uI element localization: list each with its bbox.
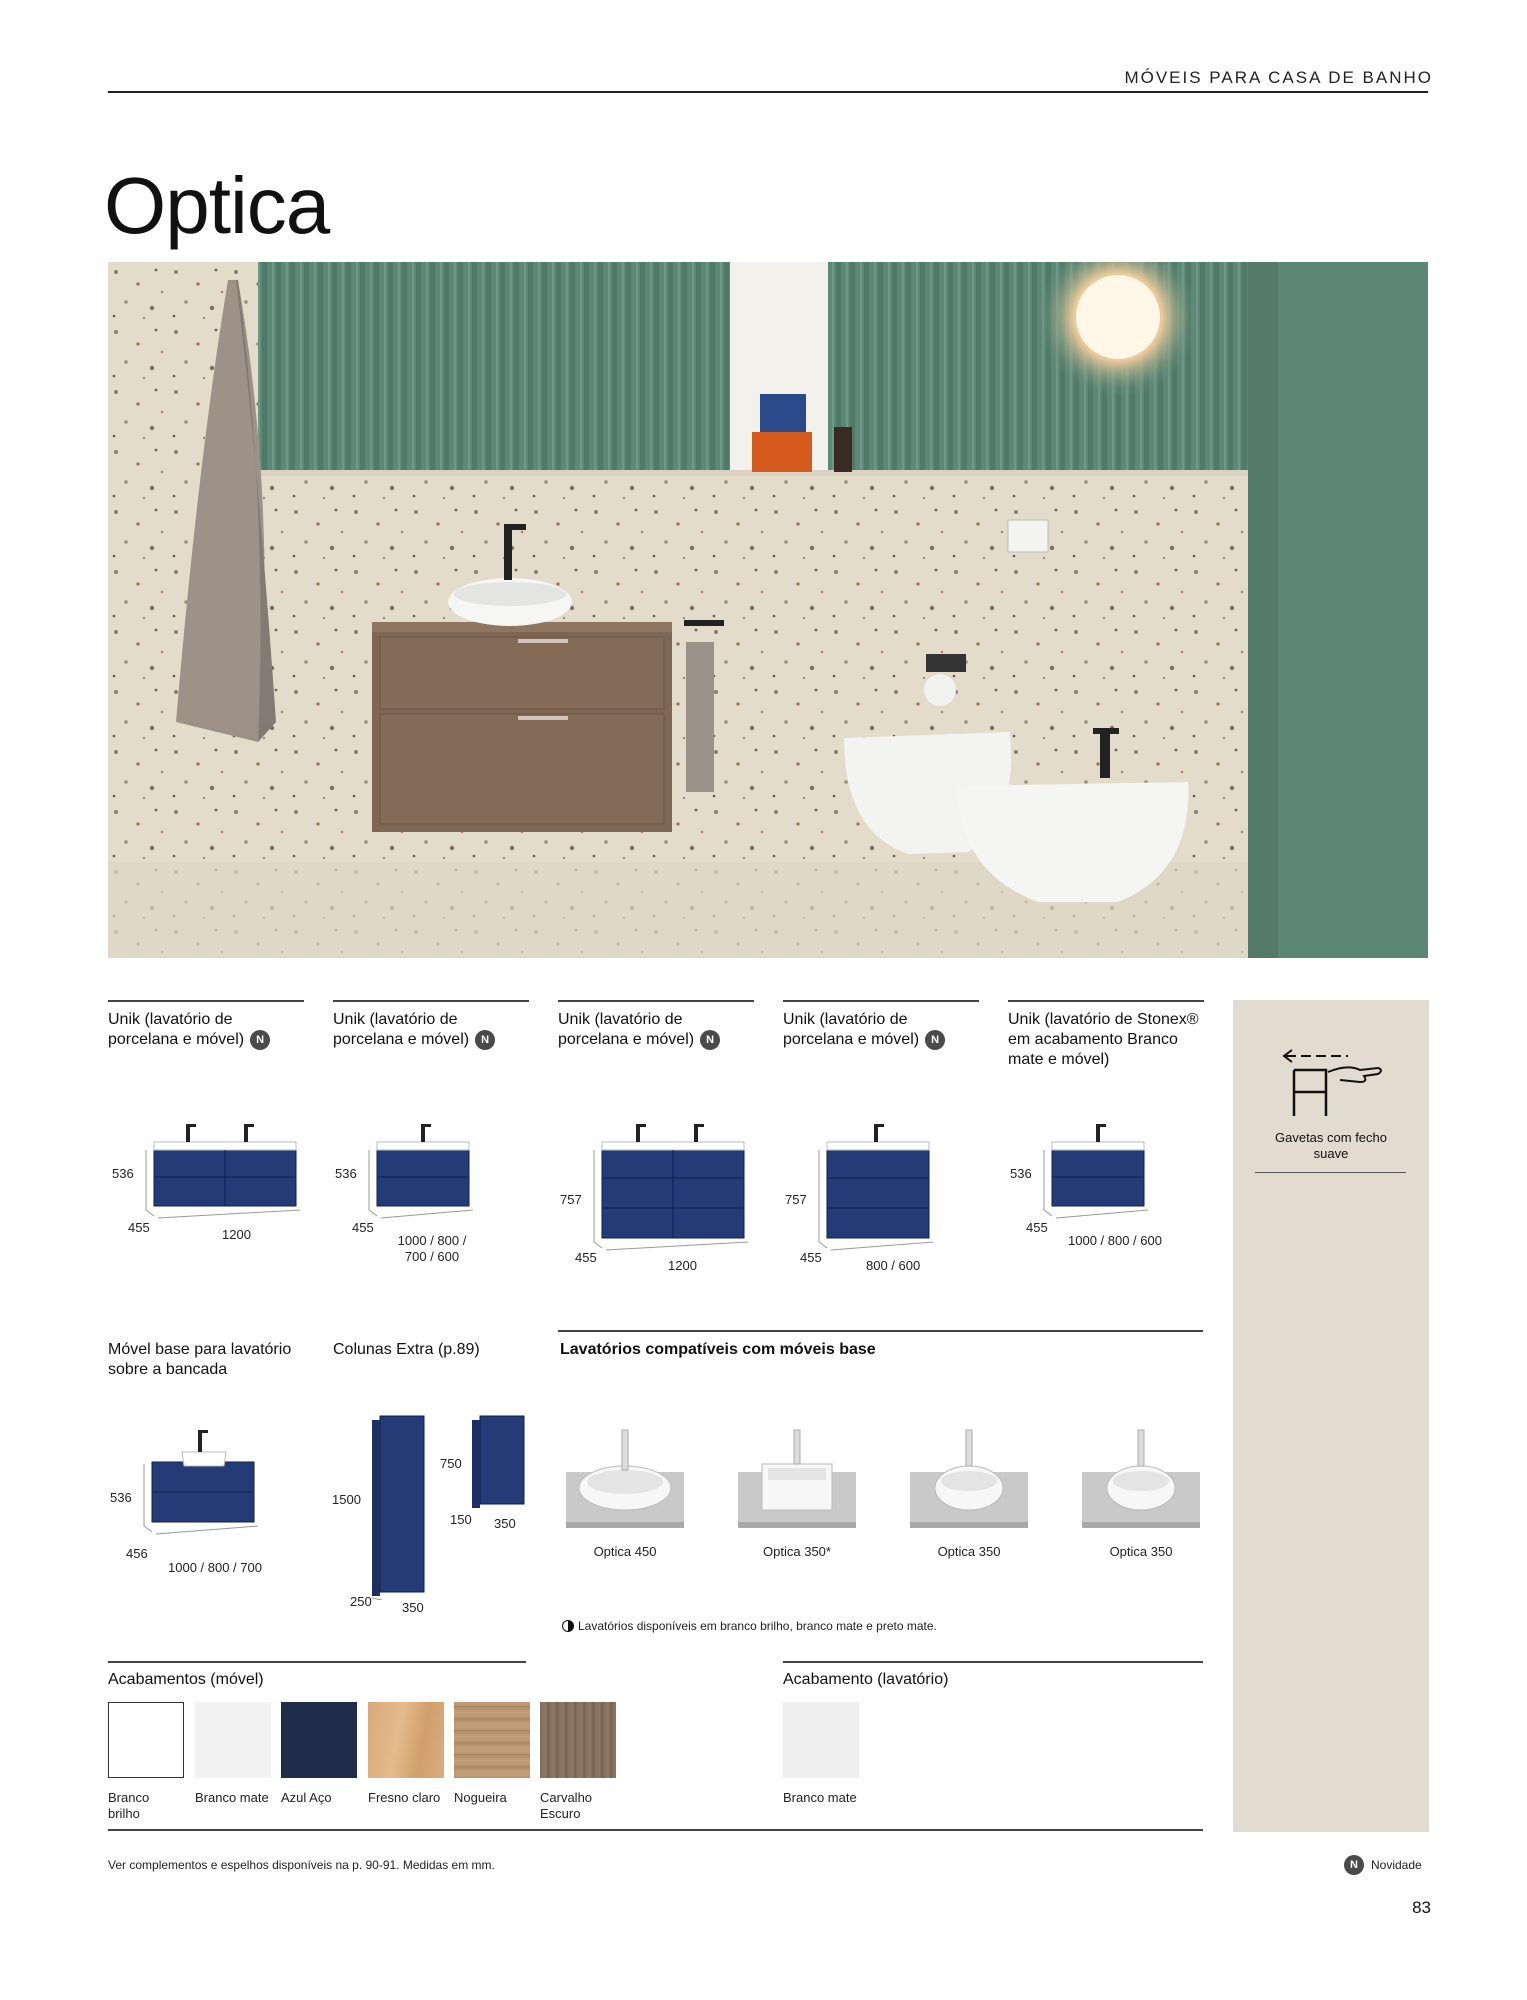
header-rule [108, 91, 1428, 93]
product-drawing-3 [588, 1120, 758, 1260]
product-title-1: Unik (lavatório de porcelana e móvel) N [108, 1010, 298, 1050]
product-4-depth: 455 [800, 1250, 822, 1265]
product-3-width: 1200 [668, 1258, 697, 1273]
new-badge: N [700, 1030, 720, 1050]
product-2-height: 536 [335, 1166, 357, 1181]
swatch-label-6: Carvalho Escuro [540, 1790, 593, 1821]
footer-rule [108, 1829, 1203, 1831]
product-3-height: 757 [560, 1192, 582, 1207]
page-title: Optica [104, 161, 330, 250]
product-title-3: Unik (lavatório de porcelana e móvel) N [558, 1010, 748, 1050]
swatch-label-3: Azul Aço [281, 1790, 332, 1805]
product-2-width: 1000 / 800 / 700 / 600 [397, 1233, 467, 1264]
section-label: MÓVEIS PARA CASA DE BANHO [1124, 68, 1433, 87]
short-column-drawing [470, 1412, 530, 1512]
product-title-2: Unik (lavatório de porcelana e móvel) N [333, 1010, 523, 1050]
tall-column-depth: 250 [350, 1594, 372, 1609]
basin-drawing-2 [730, 1426, 864, 1536]
basin-drawing-3 [902, 1426, 1036, 1536]
swatch-azul-aco [281, 1702, 357, 1778]
basin-caption-2: Optica 350* [763, 1544, 831, 1559]
product-5-width: 1000 / 800 / 600 [1068, 1233, 1162, 1248]
basin-drawing-1 [558, 1426, 692, 1536]
product-1-height: 536 [112, 1166, 134, 1181]
product-drawing-1 [140, 1120, 310, 1230]
product-drawing-5 [1040, 1120, 1160, 1230]
swatch-label-5: Nogueira [454, 1790, 507, 1805]
new-badge: N [475, 1030, 495, 1050]
swatch-carvalho-escuro [540, 1702, 616, 1778]
product-title-4: Unik (lavatório de porcelana e móvel) N [783, 1010, 973, 1050]
product-5-depth: 455 [1026, 1220, 1048, 1235]
basins-note: Lavatórios disponíveis em branco brilho, branco mate e preto mate. [578, 1619, 937, 1633]
swatch-label-2: Branco mate [195, 1790, 269, 1805]
product-title-5: Unik (lavatório de Stonex® em acabamento Branco mate e móvel) [1008, 1011, 1199, 1068]
basin-drawing-4 [1074, 1426, 1208, 1536]
basin-caption-4: Optica 350 [1109, 1544, 1173, 1559]
product-3-depth: 455 [575, 1250, 597, 1265]
base-unit-drawing [140, 1426, 270, 1546]
product-drawing-2 [365, 1120, 485, 1230]
hero-bathroom-photo [108, 262, 1428, 958]
legend-label: Novidade [1371, 1858, 1422, 1872]
base-unit-width: 1000 / 800 / 700 [168, 1560, 262, 1575]
product-5-height: 536 [1010, 1166, 1032, 1181]
tall-column-height: 1500 [332, 1492, 361, 1507]
product-1-depth: 455 [128, 1220, 150, 1235]
product-4-height: 757 [785, 1192, 807, 1207]
base-unit-height: 536 [110, 1490, 132, 1505]
product-rule-1 [108, 1000, 304, 1002]
page-number: 83 [1412, 1898, 1431, 1917]
tall-column-drawing [370, 1410, 430, 1600]
feature-label: Gavetas com fecho suave [1275, 1130, 1387, 1161]
swatch-branco-brilho [108, 1702, 184, 1778]
finishes-cabinet-rule [108, 1661, 526, 1663]
short-column-width: 350 [494, 1516, 516, 1531]
product-2-depth: 455 [352, 1220, 374, 1235]
swatch-nogueira [454, 1702, 530, 1778]
finish-basin-title: Acabamento (lavatório) [783, 1671, 949, 1688]
base-unit-title: Móvel base para lavatório sobre a bancada [108, 1341, 292, 1378]
swatch-fresno-claro [368, 1702, 444, 1778]
feature-panel [1233, 1000, 1429, 1832]
tall-column-width: 350 [402, 1600, 424, 1615]
footer-note: Ver complementos e espelhos disponíveis na p. 90-91. Medidas em mm. [108, 1858, 495, 1872]
product-rule-5 [1008, 1000, 1204, 1002]
half-circle-icon [562, 1620, 574, 1632]
finish-basin-rule [783, 1661, 1203, 1663]
product-4-width: 800 / 600 [866, 1258, 921, 1273]
swatch-branco-mate [195, 1702, 271, 1778]
product-drawing-4 [815, 1120, 945, 1260]
basins-rule [558, 1330, 1203, 1332]
finishes-cabinet-title: Acabamentos (móvel) [108, 1671, 264, 1688]
basins-title: Lavatórios compatíveis com móveis base [560, 1341, 876, 1358]
swatch-basin-branco-mate [783, 1702, 859, 1778]
product-1-width: 1200 [222, 1227, 251, 1242]
base-unit-depth: 456 [126, 1546, 148, 1561]
short-column-height: 750 [440, 1456, 462, 1471]
soft-close-drawer-icon [1278, 1040, 1388, 1120]
basin-swatch-label: Branco mate [783, 1790, 857, 1805]
product-rule-3 [558, 1000, 754, 1002]
legend-badge: N [1344, 1855, 1364, 1875]
swatch-label-1: Branco brilho [108, 1790, 150, 1821]
feature-rule [1255, 1172, 1406, 1173]
columns-title: Colunas Extra (p.89) [333, 1341, 480, 1358]
product-rule-2 [333, 1000, 529, 1002]
product-rule-4 [783, 1000, 979, 1002]
basin-caption-3: Optica 350 [937, 1544, 1001, 1559]
short-column-depth: 150 [450, 1512, 472, 1527]
basin-caption-1: Optica 450 [593, 1544, 657, 1559]
new-badge: N [925, 1030, 945, 1050]
new-badge: N [250, 1030, 270, 1050]
swatch-label-4: Fresno claro [368, 1790, 441, 1805]
